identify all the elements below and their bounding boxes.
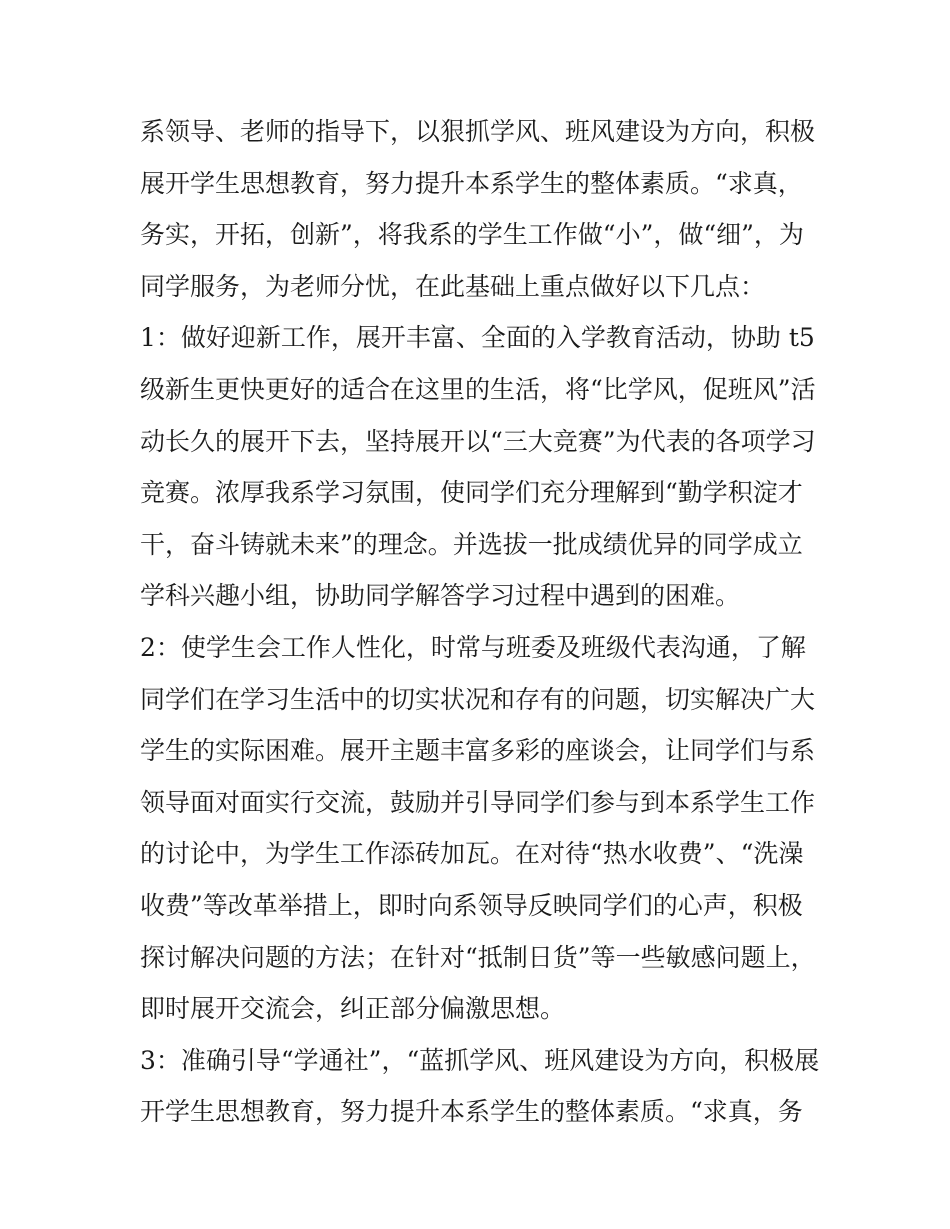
text-line: 学科兴趣小组，协助同学解答学习过程中遇到的困难。 — [140, 581, 741, 611]
text-line: 收费”等改革举措上，即时向系领导反映同学们的心声，积极 — [140, 890, 803, 920]
text-line: 干，奋斗铸就未来”的理念。并选拔一批成绩优异的同学成立 — [140, 529, 803, 559]
text-line: 开学生思想教育，努力提升本系学生的整体素质。“求真，务 — [140, 1097, 803, 1127]
text-line: 同学们在学习生活中的切实状况和存有的问题，切实解决广大 — [140, 684, 816, 714]
text-line: 领导面对面实行交流，鼓励并引导同学们参与到本系学生工作 — [140, 787, 816, 817]
body-text — [140, 106, 820, 1138]
text-line: 的讨论中，为学生工作添砖加瓦。在对待“热水收费”、“洗澡 — [140, 839, 804, 869]
text-line: 级新生更快更好的适合在这里的生活，将“比学风，促班风”活 — [140, 374, 816, 404]
text-line: 3：准确引导“学通社”，“蓝抓学风、班风建设为方向，积极展 — [140, 1045, 820, 1075]
text-line: 探讨解决问题的方法；在针对“抵制日货”等一些敏感问题上， — [140, 942, 816, 972]
text-line: 动长久的展开下去，坚持展开以“三大竞赛”为代表的各项学习 — [140, 426, 816, 456]
text-line: 展开学生思想教育，努力提升本系学生的整体素质。“求真， — [140, 168, 803, 198]
text-line: 1：做好迎新工作，展开丰富、全面的入学教育活动，协助 t5 — [140, 323, 815, 353]
text-line: 学生的实际困难。展开主题丰富多彩的座谈会，让同学们与系 — [140, 736, 816, 766]
text-line: 即时展开交流会，纠正部分偏激思想。 — [140, 994, 566, 1024]
text-line: 系领导、老师的指导下，以狠抓学风、班风建设为方向，积极 — [140, 117, 816, 146]
text-line: 竞赛。浓厚我系学习氛围，使同学们充分理解到“勤学积淀才 — [140, 478, 803, 508]
text-line: 同学服务，为老师分忧，在此基础上重点做好以下几点： — [140, 271, 766, 301]
text-line: 务实，开拓，创新”，将我系的学生工作做“小”，做“细”，为 — [140, 220, 804, 250]
text-line: 2：使学生会工作人性化，时常与班委及班级代表沟通，了解 — [140, 632, 806, 662]
